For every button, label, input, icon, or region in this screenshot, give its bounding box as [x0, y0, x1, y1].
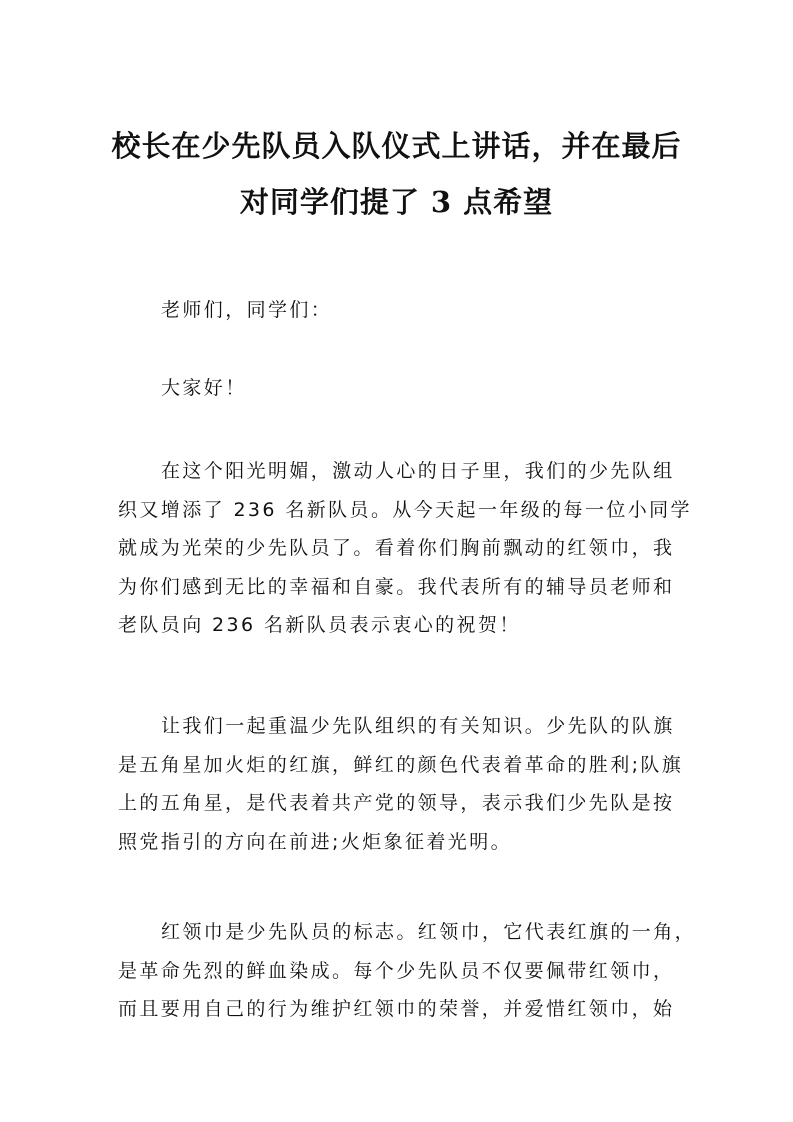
body-paragraph-2 [118, 707, 684, 861]
paragraph-line: 上的五角星，是代表着共产党的领导，表示我们少先队是按 [118, 792, 675, 814]
document-title [100, 118, 693, 230]
paragraph-line: 照党指引的方向在前进;火炬象征着光明。 [118, 830, 513, 853]
salutation-text: 老师们，同学们： [161, 299, 333, 321]
body-paragraph-3 [118, 913, 697, 1029]
greeting-text: 大家好！ [161, 377, 247, 399]
paragraph-line: 织又增添了 236 名新队员。从今天起一年级的每一位小同学 [118, 498, 692, 521]
paragraph-line: 老队员向 236 名新队员表示衷心的祝贺！ [118, 614, 521, 636]
paragraph-line: 让我们一起重温少先队组织的有关知识。少先队的队旗 [161, 715, 675, 737]
body-paragraph-1 [118, 452, 692, 645]
paragraph-line: 为你们感到无比的幸福和自豪。我代表所有的辅导员老师和 [118, 575, 675, 598]
paragraph-line: 在这个阳光明媚，激动人心的日子里，我们的少先队组 [161, 460, 675, 482]
paragraph-line: 而且要用自己的行为维护红领巾的荣誉，并爱惜红领巾，始 [118, 998, 675, 1020]
title-line-1: 校长在少先队员入队仪式上讲话，并在最后 [111, 129, 682, 163]
salutation-paragraph [118, 291, 678, 330]
greeting-paragraph [118, 369, 678, 408]
paragraph-line: 就成为光荣的少先队员了。看着你们胸前飘动的红领巾，我 [118, 537, 675, 559]
paragraph-line: 是革命先烈的鲜血染成。每个少先队员不仅要佩带红领巾， [118, 959, 675, 982]
paragraph-line: 是五角星加火炬的红旗，鲜红的颜色代表着革命的胜利;队旗 [118, 753, 684, 776]
title-line-2: 对同学们提了 3 点希望 [239, 185, 554, 219]
paragraph-line: 红领巾是少先队员的标志。红领巾，它代表红旗的一角， [161, 921, 697, 943]
